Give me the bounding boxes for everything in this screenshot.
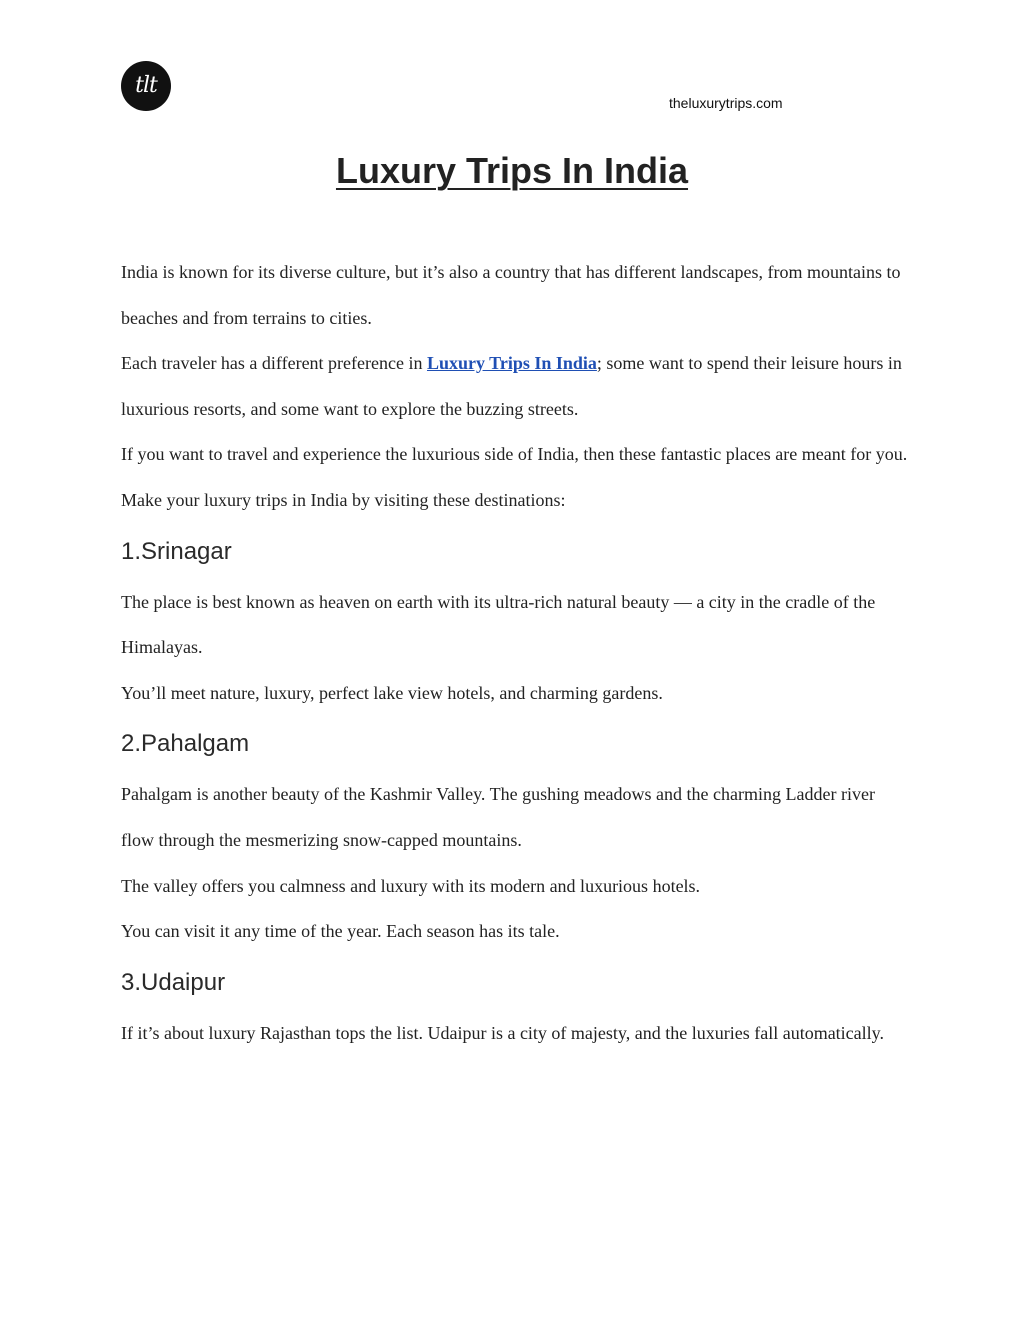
- intro-paragraph-2-tail: ; some want to spend their leisure hours in luxurious resorts, and some want to explore the buzzing streets.: [121, 353, 902, 419]
- srinagar-paragraph-2: You’ll meet nature, luxury, perfect lake view hotels, and charming gardens.: [121, 682, 663, 703]
- site-url: theluxurytrips.com: [669, 95, 783, 111]
- pahalgam-paragraph-3: You can visit it any time of the year. Each season has its tale.: [121, 921, 560, 942]
- pahalgam-paragraph-2: The valley offers you calmness and luxury with its modern and luxurious hotels.: [121, 875, 701, 896]
- udaipur-paragraph-1: If it’s about luxury Rajasthan tops the list. Udaipur is a city of majesty, and the luxuries fall automatically.: [121, 1022, 884, 1043]
- brand-logo: [121, 61, 171, 111]
- document-body: [121, 250, 911, 1056]
- intro-paragraph-3: If you want to travel and experience the luxurious side of India, then these fantastic places are meant for you.: [121, 444, 908, 465]
- srinagar-paragraph-1: The place is best known as heaven on earth with its ultra-rich natural beauty — a city in the cradle of the Himalayas.: [121, 591, 876, 658]
- section-heading-srinagar: 1.Srinagar: [121, 537, 232, 565]
- intro-paragraph-1: India is known for its diverse culture, but it’s also a country that has different landscapes, from mountains to beaches and from terrains to cities.: [121, 262, 901, 328]
- section-heading-pahalgam: 2.Pahalgam: [121, 730, 250, 758]
- document-title-text: Luxury Trips In India: [335, 150, 689, 191]
- intro-paragraph-2-lead: Each traveler has a different preference in: [121, 353, 427, 374]
- luxury-trips-link[interactable]: Luxury Trips In India: [426, 353, 597, 374]
- intro-paragraph-2: [121, 341, 911, 432]
- document-title: [0, 150, 1024, 192]
- logo-text: tlt: [135, 73, 157, 98]
- section-heading-udaipur: 3.Udaipur: [121, 968, 226, 996]
- intro-paragraph-4: Make your luxury trips in India by visiting these destinations:: [121, 489, 566, 510]
- pahalgam-paragraph-1: Pahalgam is another beauty of the Kashmir Valley. The gushing meadows and the charming Ladder river flow through the mesmerizing snow-capped mountains.: [121, 784, 875, 850]
